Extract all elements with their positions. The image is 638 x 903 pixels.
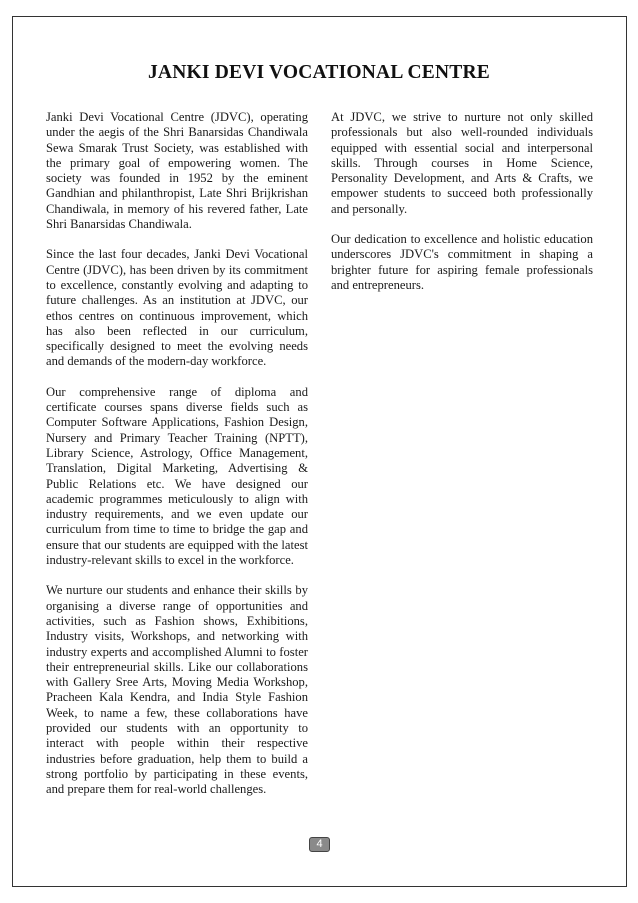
paragraph-skills: At JDVC, we strive to nurture not only skilled professionals but also well-rounded individuals equipped with essential social and interpersonal skills. Through courses in Home Science, Personality Development, and Arts & Crafts, we empower students to succeed both professionally and personally. — [331, 110, 593, 216]
paragraph-history: Since the last four decades, Janki Devi Vocational Centre (JDVC), has been driven by its commitment to excellence, constantly evolving and adapting to future challenges. As an institution at JDVC, our ethos centres on continuous improvement, which has also been reflected in our curriculum, specifically designed to meet the evolving needs and demands of the modern-day workforce. — [46, 247, 308, 369]
page-title: JANKI DEVI VOCATIONAL CENTRE — [147, 62, 490, 83]
paragraph-dedication: Our dedication to excellence and holistic education underscores JDVC's commitment in shaping a brighter future for aspiring female professionals and entrepreneurs. — [331, 232, 593, 292]
paragraph-intro: Janki Devi Vocational Centre (JDVC), operating under the aegis of the Shri Banarsidas Chandiwala Sewa Smarak Trust Society, was established with the primary goal of empowering women. The society was founded in 1952 by the eminent Gandhian and philanthropist, Late Shri Brijkrishan Chandiwala, in memory of his revered father, Late Shri Banarsidas Chandiwala. — [46, 110, 308, 232]
paragraph-courses: Our comprehensive range of diploma and certificate courses spans diverse fields such as Computer Software Applications, Fashion Design, Nursery and Primary Teacher Training (NPTT), Library Science, Astrology, Office Management, Translation, Digital Marketing, Advertising & Public Relations etc. We have designed our academic programmes meticulously to align with industry requirements, and we even update our curriculum from time to time to bridge the gap and ensure that our students are equipped with the latest industry-relevant skills to excel in the workforce. — [46, 384, 308, 568]
left-column — [46, 110, 308, 812]
right-column — [331, 110, 593, 308]
paragraph-activities: We nurture our students and enhance their skills by organising a diverse range of opportunities and activities, such as Fashion shows, Exhibitions, Industry visits, Workshops, and networking with industry experts and accomplished Alumni to foster their entrepreneurial skills. Like our collaborations with Gallery Sree Arts, Moving Media Workshop, Pracheen Kala Kendra, and India Style Fashion Week, to name a few, these collaborations have provided our students with an opportunity to interact with people within their respective industries before graduation, help them to build a strong portfolio by participating in these events, and prepare them for real-world challenges. — [46, 583, 308, 797]
page-number-badge: 4 — [309, 837, 330, 852]
